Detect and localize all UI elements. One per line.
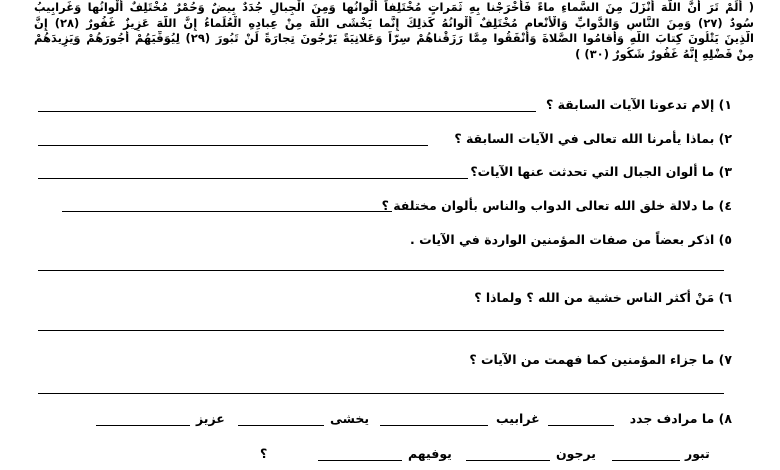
question-3: ٣) ما ألوان الجبال التي تحدثت عنها الآيات؟ xyxy=(470,164,732,179)
question-1: ١) إلام تدعونا الآيات السابقة ؟ xyxy=(546,97,732,112)
answer-line xyxy=(62,211,392,212)
question-7: ٧) ما جزاء المؤمنين كما فهمت من الآيات ؟ xyxy=(469,352,732,367)
synonym-word: غرابيب xyxy=(496,411,540,426)
synonym-word: تبور xyxy=(685,446,710,461)
question-2: ٢) بماذا يأمرنا الله تعالى في الآيات السابقة ؟ xyxy=(454,131,732,146)
question-8: ٨) ما مرادف جدد xyxy=(629,411,732,426)
passage-line: سُودٌ (٢٧) وَمِنَ النَّاسِ وَالدَّوابِّ وَالْأَنْعامِ مُخْتَلِفٌ أَلْوانُهُ كَذلِكَ إِنَّما يَخْشَى اللَّهَ مِنْ عِبادِهِ الْعُلَماءُ إِنَّ اللَّهَ عَزِيزٌ غَفُورٌ (٢٨) إِنَّ xyxy=(34,15,754,30)
question-4: ٤) ما دلالة خلق الله تعالى الدواب والناس بألوان مختلفة ؟ xyxy=(381,198,732,213)
synonym-word: يوفيهم xyxy=(408,446,452,461)
passage-line: مِنْ فَضْلِهِ إِنَّهُ غَفُورٌ شَكُورٌ (٣٠) ) xyxy=(575,46,754,61)
answer-line xyxy=(38,393,724,394)
synonym-word: عزيز xyxy=(196,411,225,426)
quran-passage xyxy=(34,0,754,62)
answer-line xyxy=(38,270,724,271)
answer-line xyxy=(466,460,550,461)
answer-line xyxy=(548,425,614,426)
synonym-word: يرجون xyxy=(556,446,596,461)
answer-line xyxy=(380,425,488,426)
answer-line xyxy=(612,460,680,461)
answer-line xyxy=(38,145,428,146)
answer-line xyxy=(318,460,402,461)
answer-line xyxy=(38,178,468,179)
question-mark: ؟ xyxy=(260,446,268,461)
question-5: ٥) اذكر بعضاً من صفات المؤمنين الواردة في الآيات . xyxy=(410,232,732,247)
synonym-word: يخشى xyxy=(330,411,370,426)
answer-line xyxy=(38,330,724,331)
answer-line xyxy=(238,425,324,426)
passage-line: الَّذِينَ يَتْلُونَ كِتابَ اللَّهِ وَأَقامُوا الصَّلاةَ وَأَنْفَقُوا مِمَّا رَزَقْناهُمْ سِرّاً وَعَلانِيَةً يَرْجُونَ تِجارَةً لَنْ تَبُورَ (٢٩) لِيُوَفِّيَهُمْ أُجُورَهُمْ وَيَزِيدَهُمْ xyxy=(34,31,754,46)
answer-line xyxy=(96,425,190,426)
question-6: ٦) مَنْ أكثر الناس خشية من الله ؟ ولماذا ؟ xyxy=(474,290,732,305)
answer-line xyxy=(38,111,536,112)
passage-line: ( أَلَمْ تَرَ أَنَّ اللَّهَ أَنْزَلَ مِنَ السَّماءِ ماءً فَأَخْرَجْنا بِهِ ثَمَراتٍ مُخْتَلِفاً أَلْوانُها وَمِنَ الْجِبالِ جُدَدٌ بِيضٌ وَحُمْرٌ مُخْتَلِفٌ أَلْوانُها وَغَرابِيبُ xyxy=(34,0,754,14)
